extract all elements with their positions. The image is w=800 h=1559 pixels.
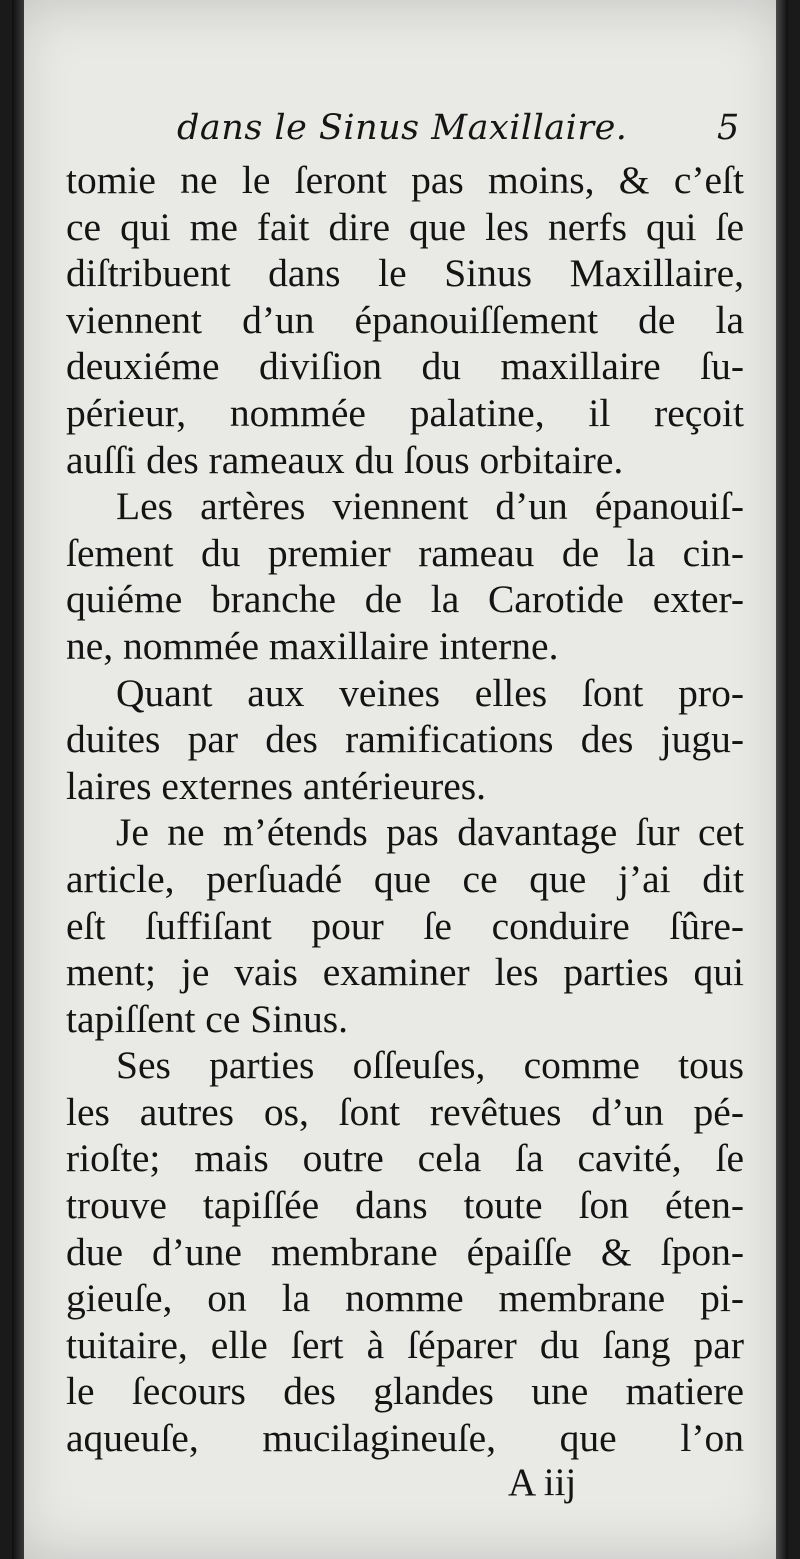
- text-line: gieuſe, on la nomme membrane pi-: [66, 1276, 744, 1321]
- text-line: ment; je vais examiner les parties qui: [66, 950, 744, 995]
- signature-mark: A iij: [508, 1461, 577, 1504]
- text-line: tapiſſent ce Sinus.: [66, 996, 348, 1041]
- text-line: rioſte; mais outre cela ſa cavité, ſe: [66, 1136, 744, 1181]
- text-line: aqueuſe, mucilagineuſe, que l’on: [66, 1416, 744, 1461]
- page-right-edge-shadow: [776, 0, 788, 1559]
- paragraph-first-line: Ses parties oſſeuſes, comme tous: [116, 1043, 744, 1088]
- text-line: le ſecours des glandes une matiere: [66, 1369, 744, 1414]
- book-page: [12, 0, 788, 1559]
- text-line: quiéme branche de la Carotide exter-: [66, 577, 744, 622]
- text-line: tomie ne le ſeront pas moins, & c’eſt: [66, 158, 744, 202]
- text-line: les autres os, ſont revêtues d’un pé-: [66, 1089, 744, 1134]
- paragraph-first-line: Quant aux veines elles ſont pro-: [116, 670, 744, 715]
- text-line: deuxiéme diviſion du maxillaire ſu-: [66, 344, 744, 389]
- paragraph-first-line: Je ne m’étends pas davantage ſur cet: [116, 810, 744, 855]
- text-line: trouve tapiſſée dans toute ſon éten-: [66, 1183, 744, 1228]
- text-line: viennent d’un épanouiſſement de la: [66, 297, 744, 342]
- text-line: diſtribuent dans le Sinus Maxillaire,: [66, 251, 744, 296]
- text-line: ce qui me fait dire que les nerfs qui ſe: [66, 204, 744, 249]
- paragraph-first-line: Les artères viennent d’un épanouiſ-: [116, 484, 744, 529]
- text-line: laires externes antérieures.: [66, 763, 487, 808]
- text-line: tuitaire, elle ſert à ſéparer du ſang par: [66, 1322, 744, 1367]
- text-line: ne, nommée maxillaire interne.: [66, 623, 559, 668]
- text-line: périeur, nommée palatine, il reçoit: [66, 390, 744, 435]
- text-line: duites par des ramifications des jugu-: [66, 717, 744, 762]
- text-line: article, perſuadé que ce que j’ai dit: [66, 856, 744, 901]
- text-line: due d’une membrane épaiſſe & ſpon-: [66, 1229, 744, 1274]
- page-left-edge-shadow: [12, 0, 24, 1559]
- text-line: ſement du premier rameau de la cin-: [66, 530, 744, 575]
- page-number: 5: [717, 108, 740, 148]
- running-head: dans le Sinus Maxillaire.: [177, 108, 628, 148]
- text-line: auſſi des rameaux du ſous orbitaire.: [66, 437, 624, 482]
- body-text: [66, 157, 744, 1462]
- text-line: eſt ſuffiſant pour ſe conduire ſûre-: [66, 903, 744, 948]
